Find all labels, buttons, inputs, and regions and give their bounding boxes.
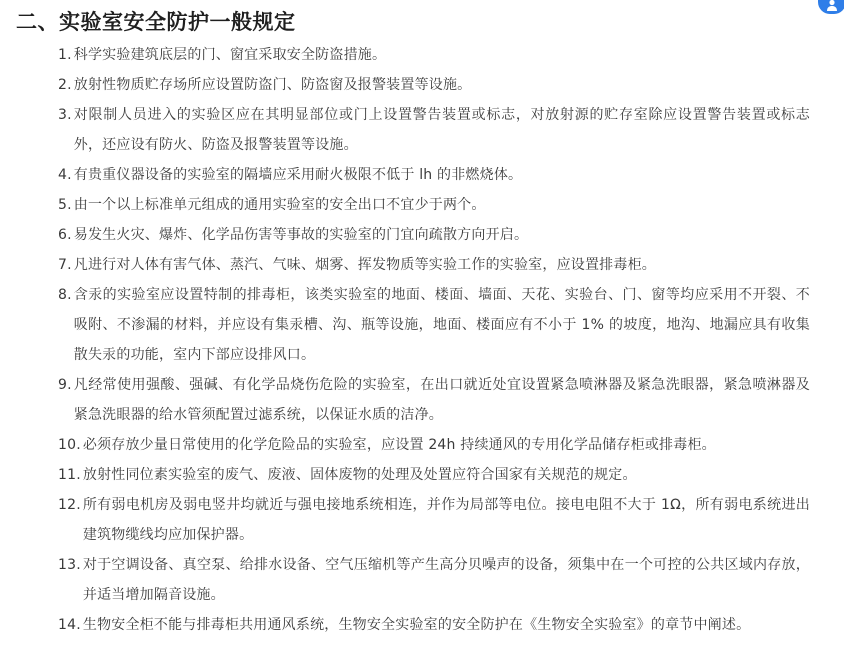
item-number: 5. xyxy=(58,197,72,213)
item-number: 12. xyxy=(58,497,81,513)
list-item xyxy=(58,280,810,370)
item-number: 1. xyxy=(58,47,72,63)
item-number: 4. xyxy=(58,167,72,183)
list-item xyxy=(58,490,810,550)
list-item xyxy=(58,40,810,70)
item-text: 由一个以上标准单元组成的通用实验室的安全出口不宜少于两个。 xyxy=(73,197,486,213)
item-number: 7. xyxy=(58,257,72,273)
item-text: 生物安全柜不能与排毒柜共用通风系统，生物安全实验室的安全防护在《生物安全实验室》的章节中阐述。 xyxy=(82,617,751,633)
item-text: 放射性物质贮存场所应设置防盗门、防盗窗及报警装置等设施。 xyxy=(73,77,472,93)
item-number: 10. xyxy=(58,437,81,453)
user-badge[interactable] xyxy=(818,0,844,14)
item-number: 11. xyxy=(58,467,81,483)
item-number: 14. xyxy=(58,617,81,633)
item-number: 8. xyxy=(58,287,72,303)
item-text: 科学实验建筑底层的门、窗宜采取安全防盗措施。 xyxy=(73,47,387,63)
list-item xyxy=(58,250,810,280)
list-item xyxy=(58,100,810,160)
list-item xyxy=(58,160,810,190)
item-text: 易发生火灾、爆炸、化学品伤害等事故的实验室的门宜向疏散方向开启。 xyxy=(73,227,529,243)
list-item xyxy=(58,370,810,430)
item-number: 2. xyxy=(58,77,72,93)
item-text: 对于空调设备、真空泵、给排水设备、空气压缩机等产生高分贝噪声的设备，须集中在一个可控的公共区域内存放，并适当增加隔音设施。 xyxy=(82,557,810,603)
item-text: 凡进行对人体有害气体、蒸汽、气味、烟雾、挥发物质等实验工作的实验室，应设置排毒柜。 xyxy=(73,257,656,273)
list-item xyxy=(58,220,810,250)
item-text: 放射性同位素实验室的废气、废液、固体废物的处理及处置应符合国家有关规范的规定。 xyxy=(82,467,637,483)
item-text: 含汞的实验室应设置特制的排毒柜，该类实验室的地面、楼面、墙面、天花、实验台、门、窗等均应采用不开裂、不吸附、不渗漏的材料，并应设有集汞槽、沟、瓶等设施，地面、楼面应有不小于 1% 的坡度，地沟、地漏应具有收集散失汞的功能，室内下部应设排风口。 xyxy=(73,287,810,363)
item-number: 6. xyxy=(58,227,72,243)
item-text: 所有弱电机房及弱电竖井均就近与强电接地系统相连，并作为局部等电位。接电电阻不大于 1Ω，所有弱电系统进出建筑物缆线均应加保护器。 xyxy=(82,497,810,543)
rule-list xyxy=(58,40,810,640)
user-icon xyxy=(825,0,839,12)
list-item xyxy=(58,610,810,640)
list-item xyxy=(58,550,810,610)
list-item xyxy=(58,460,810,490)
list-item xyxy=(58,190,810,220)
page-title: 二、实验室安全防护一般规定 xyxy=(16,10,296,34)
item-number: 9. xyxy=(58,377,72,393)
list-item xyxy=(58,430,810,460)
item-number: 13. xyxy=(58,557,81,573)
item-text: 有贵重仪器设备的实验室的隔墙应采用耐火极限不低于 lh 的非燃烧体。 xyxy=(73,167,523,183)
list-item xyxy=(58,70,810,100)
item-text: 必须存放少量日常使用的化学危险品的实验室，应设置 24h 持续通风的专用化学品储存柜或排毒柜。 xyxy=(82,437,716,453)
item-text: 对限制人员进入的实验区应在其明显部位或门上设置警告装置或标志，对放射源的贮存室除应设置警告装置或标志外，还应设有防火、防盗及报警装置等设施。 xyxy=(73,107,810,153)
item-number: 3. xyxy=(58,107,72,123)
item-text: 凡经常使用强酸、强碱、有化学品烧伤危险的实验室，在出口就近处宜设置紧急喷淋器及紧急洗眼器，紧急喷淋器及紧急洗眼器的给水管须配置过滤系统，以保证水质的洁净。 xyxy=(73,377,810,423)
